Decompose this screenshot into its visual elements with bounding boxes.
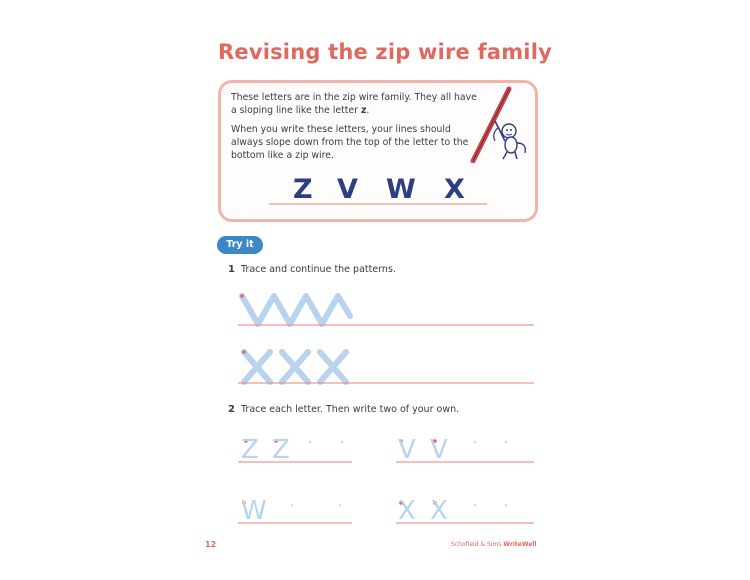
page-number: 12 xyxy=(205,540,217,549)
question-2-text: Trace each letter. Then write two of your own. xyxy=(241,404,460,415)
trace-letter-x-2[interactable]: X xyxy=(430,496,448,526)
trace-letter-z-2[interactable]: Z xyxy=(272,435,290,465)
trace-letter-v-2[interactable]: V xyxy=(430,435,448,465)
question-1-text: Trace and continue the patterns. xyxy=(241,264,396,275)
trace-letter-v-1[interactable]: V xyxy=(398,435,416,465)
question-2-number: 2 xyxy=(228,404,235,415)
publisher-footer xyxy=(451,541,536,548)
showcase-letter-z: Z xyxy=(293,174,313,205)
trace-letter-x-1[interactable]: X xyxy=(398,496,416,526)
intro-bold-letter: z xyxy=(360,105,367,116)
intro-text-1-end: . xyxy=(366,105,370,116)
try-it-badge: Try it xyxy=(217,236,263,254)
page-title: Revising the zip wire family xyxy=(218,40,552,64)
trace-letter-z-1[interactable]: Z xyxy=(241,435,259,465)
intro-text-1: These letters are in the zip wire family. They all have a sloping line like the letter xyxy=(231,92,477,116)
intro-paragraph-2: When you write these letters, your lines should always slope down from the top of the letter to the bottom like a zip wire. xyxy=(231,124,469,161)
trace-letter-w-1[interactable]: W xyxy=(241,496,267,526)
showcase-letter-v: V xyxy=(337,174,358,205)
showcase-letter-x: X xyxy=(444,174,465,205)
showcase-letter-w: W xyxy=(386,174,416,205)
publisher-name: Schofield & Sims xyxy=(451,541,502,548)
series-name: WriteWell xyxy=(503,541,537,548)
question-1-number: 1 xyxy=(228,264,235,275)
